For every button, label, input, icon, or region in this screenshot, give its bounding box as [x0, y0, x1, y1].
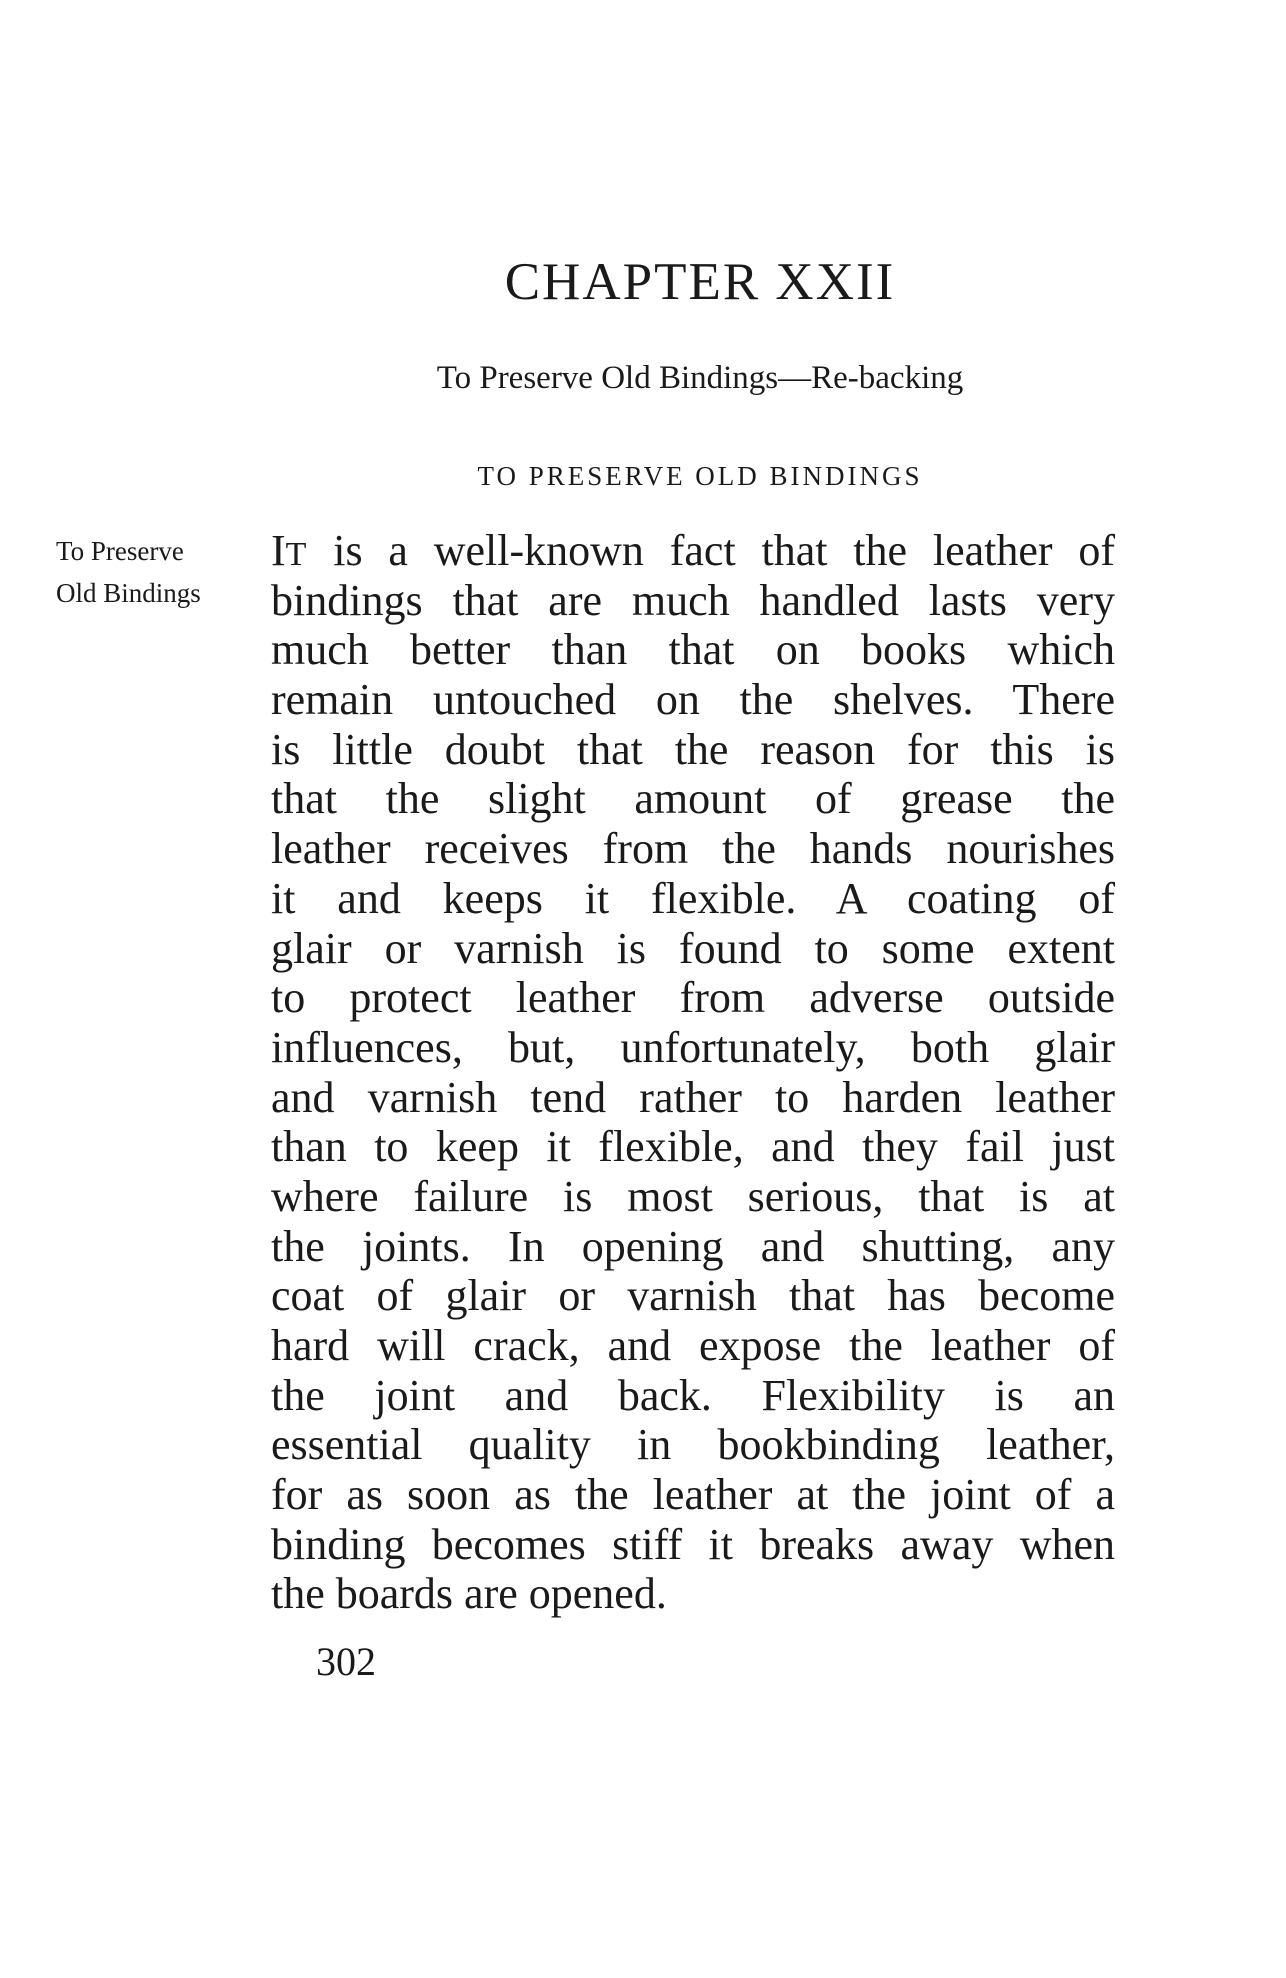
paragraph-line: essential quality in bookbinding leather, — [271, 1420, 1115, 1470]
paragraph-line: the joint and back. Flexibility is an — [271, 1370, 1115, 1420]
paragraph-line: than to keep it flexible, and they fail just — [271, 1122, 1115, 1172]
paragraph-line: where failure is most serious, that is at — [271, 1171, 1115, 1221]
paragraph-line: influences, but, unfortunately, both glair — [271, 1022, 1115, 1072]
page-number: 302 — [316, 1639, 376, 1684]
paragraph-line: the joints. In opening and shutting, any — [271, 1221, 1115, 1271]
paragraph-line: it and keeps it flexible. A coating of — [271, 873, 1115, 923]
paragraph-line: bindings that are much handled lasts very — [271, 575, 1115, 625]
paragraph-line: binding becomes stiff it breaks away when — [271, 1519, 1115, 1569]
body-paragraph — [271, 526, 1115, 1619]
chapter-subtitle: To Preserve Old Bindings—Re-backing — [436, 360, 964, 396]
paragraph-line: leather receives from the hands nourishes — [271, 824, 1115, 874]
margin-note-line: To Preserve — [56, 536, 184, 566]
paragraph-line-text: is a well-known fact that the leather of — [307, 526, 1115, 575]
drop-word-rest: T — [285, 536, 308, 573]
paragraph-line: glair or varnish is found to some extent — [271, 923, 1115, 973]
paragraph-line: for as soon as the leather at the joint of a — [271, 1470, 1115, 1520]
paragraph-line: that the slight amount of grease the — [271, 774, 1115, 824]
paragraph-line: hard will crack, and expose the leather of — [271, 1321, 1115, 1370]
paragraph-line — [271, 526, 1115, 576]
chapter-title: CHAPTER XXII — [504, 253, 896, 311]
paragraph-line: is little doubt that the reason for this is — [271, 724, 1115, 774]
paragraph-line: the boards are opened. — [271, 1569, 667, 1619]
paragraph-line: coat of glair or varnish that has become — [271, 1271, 1115, 1321]
paragraph-line: to protect leather from adverse outside — [271, 973, 1115, 1023]
paragraph-line: remain untouched on the shelves. There — [271, 675, 1115, 725]
paragraph-line: much better than that on books which — [271, 625, 1115, 675]
drop-word-initial: I — [271, 526, 286, 575]
margin-note — [56, 530, 266, 614]
margin-note-line: Old Bindings — [56, 578, 201, 608]
section-heading: TO PRESERVE OLD BINDINGS — [477, 461, 923, 491]
paragraph-line: and varnish tend rather to harden leather — [271, 1072, 1115, 1122]
